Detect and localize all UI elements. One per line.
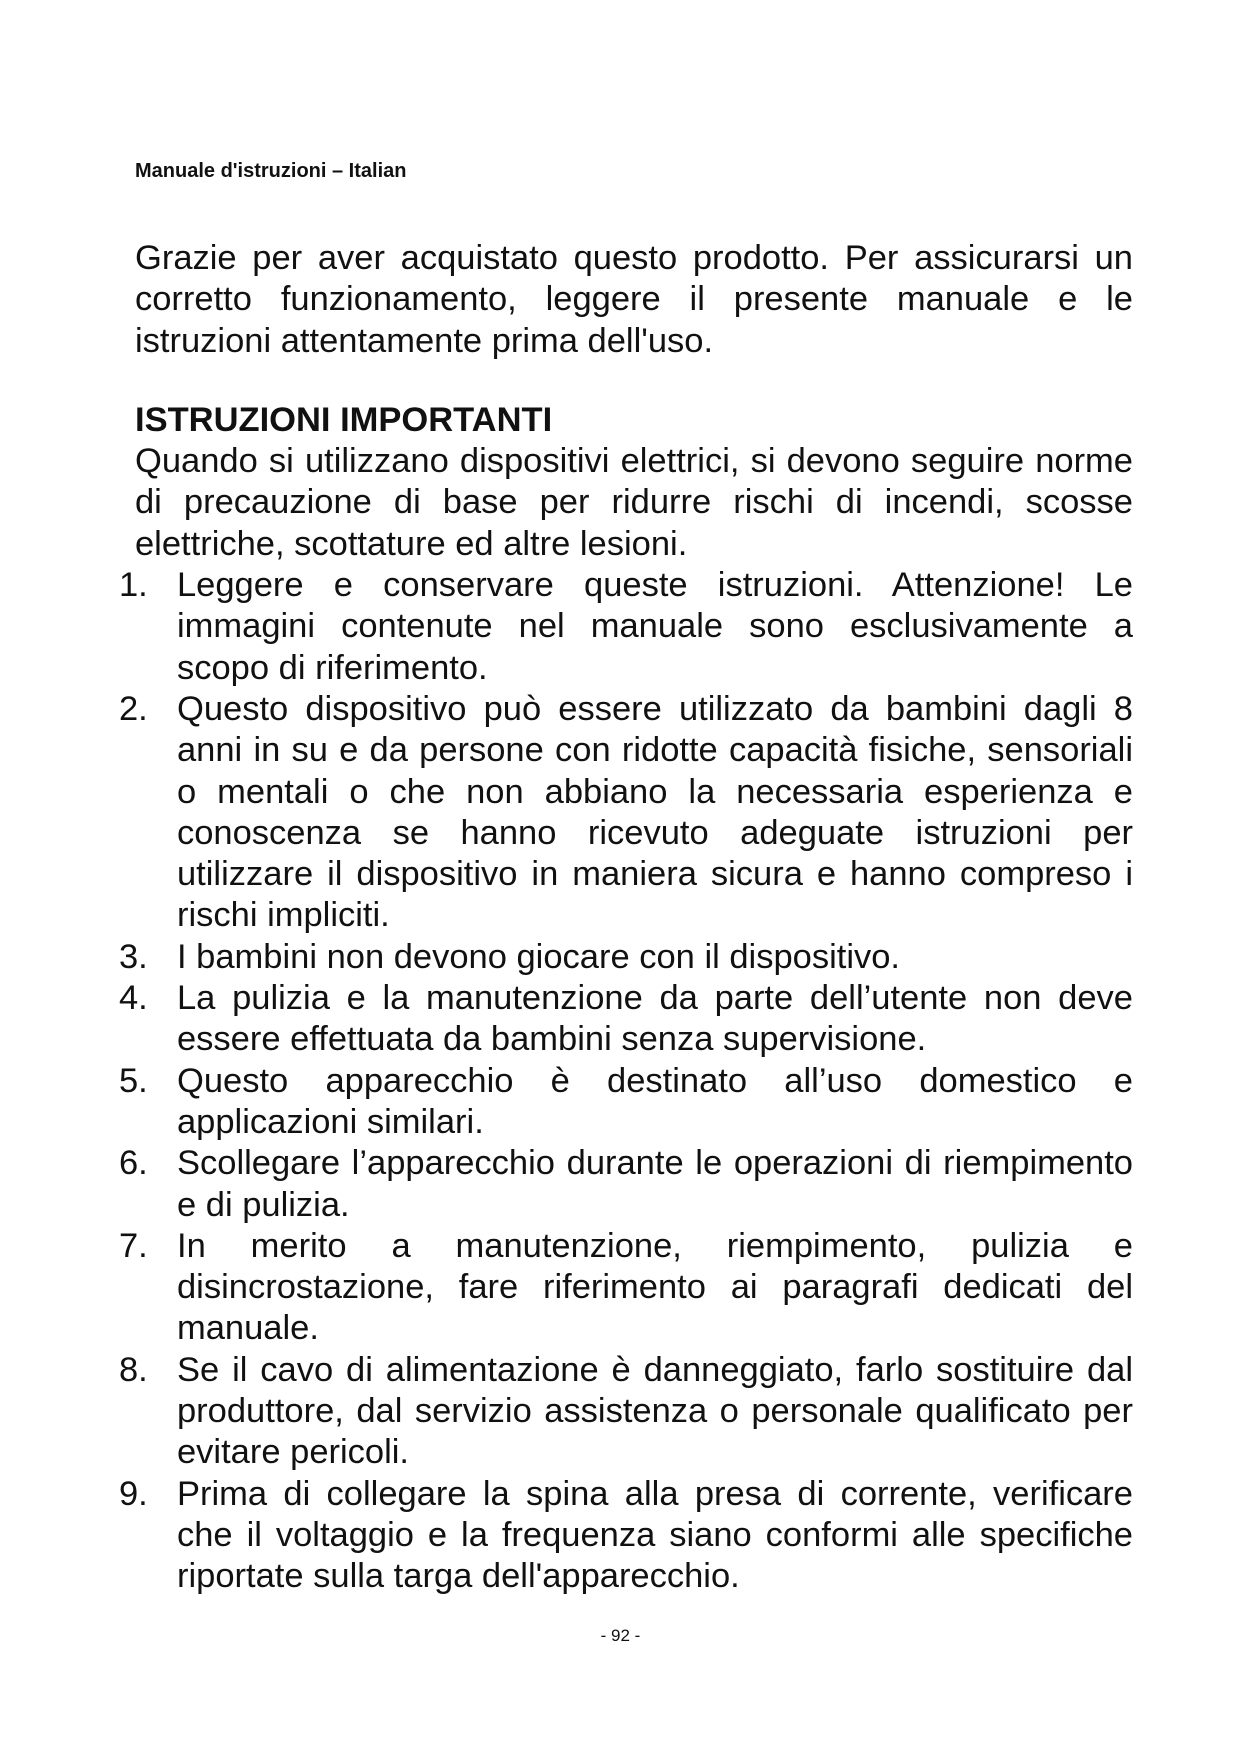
list-item-text: La pulizia e la manutenzione da parte dell’utente non deve essere effettuata da bambini senza supervisione.	[177, 979, 1133, 1059]
list-item	[119, 1061, 1133, 1144]
list-item	[119, 937, 1133, 978]
list-item-number: 7.	[119, 1226, 148, 1265]
list-item-number: 1.	[119, 566, 148, 605]
list-item	[119, 565, 1133, 689]
list-item-text: Scollegare l’apparecchio durante le operazioni di riempimento e di pulizia.	[177, 1144, 1133, 1224]
list-item-text: Questo apparecchio è destinato all’uso domestico e applicazioni similari.	[177, 1061, 1133, 1141]
list-item-number: 6.	[119, 1144, 148, 1183]
list-item-text: Se il cavo di alimentazione è danneggiato, farlo sostituire dal produttore, dal servizio assistenza o personale qualificato per evitare pericoli.	[177, 1350, 1133, 1472]
list-item-number: 2.	[119, 689, 148, 728]
list-item-number: 9.	[119, 1474, 148, 1513]
list-item	[119, 1143, 1133, 1226]
section-lead-paragraph: Quando si utilizzano dispositivi elettrici, si devono seguire norme di precauzione di base per ridurre rischi di incendi, scosse elettriche, scottature ed altre lesioni.	[135, 442, 1133, 563]
list-item-text: Prima di collegare la spina alla presa di corrente, verificare che il voltaggio e la frequenza siano conformi alle specifiche riportate sulla targa dell'apparecchio.	[177, 1474, 1133, 1596]
list-item	[119, 689, 1133, 937]
list-item-text: In merito a manutenzione, riempimento, pulizia e disincrostazione, fare riferimento ai paragrafi dedicati del manuale.	[177, 1226, 1133, 1348]
page-header: Manuale d'istruzioni – Italian	[135, 160, 407, 182]
page-content	[119, 238, 1133, 1598]
list-item-number: 4.	[119, 979, 148, 1018]
list-item	[119, 978, 1133, 1061]
list-item-text: Questo dispositivo può essere utilizzato da bambini dagli 8 anni in su e da persone con ridotte capacità fisiche, sensoriali o mentali o che non abbiano la necessaria esperienza e conoscenza se hanno ricevuto adeguate istruzioni per utilizzare il dispositivo in maniera sicura e hanno compreso i rischi impliciti.	[177, 689, 1133, 935]
list-item-number: 5.	[119, 1061, 148, 1100]
list-item-number: 3.	[119, 937, 148, 976]
page-number: - 92 -	[600, 1626, 641, 1645]
list-item-text: Leggere e conservare queste istruzioni. Attenzione! Le immagini contenute nel manuale sono esclusivamente a scopo di riferimento.	[177, 566, 1133, 687]
section-heading: ISTRUZIONI IMPORTANTI	[135, 400, 553, 439]
intro-paragraph: Grazie per aver acquistato questo prodotto. Per assicurarsi un corretto funzionamento, leggere il presente manuale e le istruzioni attentamente prima dell'uso.	[135, 239, 1133, 360]
list-item	[119, 1474, 1133, 1598]
list-item-text: I bambini non devono giocare con il dispositivo.	[177, 937, 901, 976]
instructions-list	[119, 565, 1133, 1597]
list-item-number: 8.	[119, 1350, 148, 1389]
list-item	[119, 1226, 1133, 1350]
list-item	[119, 1350, 1133, 1474]
